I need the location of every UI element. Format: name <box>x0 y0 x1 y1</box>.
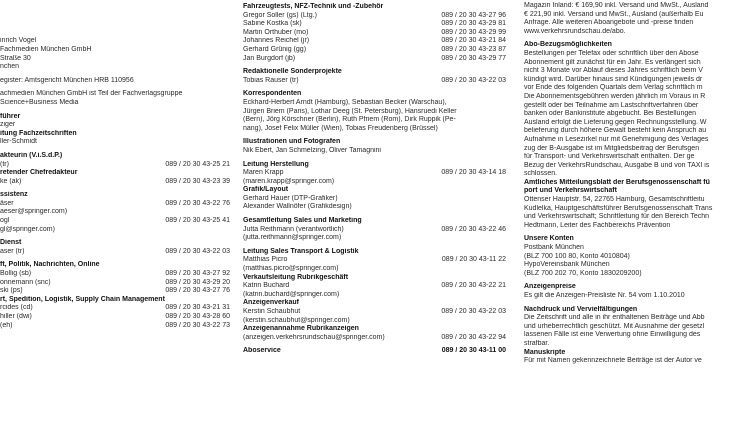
section-heading <box>243 325 506 334</box>
line-text: nchen <box>0 63 20 71</box>
line-text: achmedien München GmbH ist Teil der Fachverlagsgruppe <box>0 90 183 98</box>
line-text: Verkaufsleitung Rubrikgeschäft <box>243 273 349 281</box>
line-text: Bezug der VerkehrsRundschau, Ausgabe B und von TAXI is <box>524 161 710 169</box>
line-text: Redaktionelle Sonderprojekte <box>243 68 342 76</box>
line-text: (BLZ 700 100 80, Konto 4010804) <box>524 252 630 260</box>
line-text: Nik Ebert, Jan Schmelzing, Oliver Tamagnini <box>243 146 381 154</box>
line-text: (jutta.reithmann@springer.com) <box>243 234 342 242</box>
text-line <box>0 270 230 279</box>
line-text: rt, Spedition, Logistik, Supply Chain Management <box>0 295 165 303</box>
text-line <box>0 279 230 288</box>
line-text: Die Abonnementsgebühren werden jährlich im Voraus in R <box>524 92 706 100</box>
text-line <box>524 119 750 128</box>
line-text: ski (ps) <box>0 287 23 295</box>
line-text: Postbank München <box>524 244 584 252</box>
section-heading <box>0 169 230 178</box>
line-text: äser <box>0 199 14 207</box>
line-text: (tr) <box>0 160 9 168</box>
line-text: Kudlelka, Hauptgeschäftsführer Berufsgenossenschaft Trans <box>524 204 713 212</box>
text-line <box>524 196 750 205</box>
text-line <box>524 222 750 231</box>
line-text: und Verkehrswirtschaft; Schriftleitung für den Bereich Techn <box>524 213 710 221</box>
line-text: retender Chefredakteur <box>0 169 78 177</box>
phone-number: 089 / 20 30 43-28 60 <box>162 313 230 322</box>
line-text: HypoVereinsbank München <box>524 261 610 269</box>
line-text: ziger <box>0 121 16 129</box>
phone-number: 089 / 20 30 43-25 21 <box>162 161 230 170</box>
section-heading <box>0 152 230 161</box>
line-text: www.verkehrsrundschau.de/abo. <box>524 27 626 35</box>
section-heading <box>243 68 506 77</box>
text-line <box>524 28 750 37</box>
line-text: lassenen Fälle ist eine Verwertung ohne Einwilligung des <box>524 331 701 339</box>
line-text: Alexander Wallnöfer (Grafikdesign) <box>243 203 352 211</box>
imprint-column-middle <box>243 0 506 422</box>
text-line <box>0 208 230 217</box>
section-heading <box>0 296 230 305</box>
phone-number: 089 / 20 30 43-27 76 <box>162 287 230 296</box>
line-text: aeser@springer.com) <box>0 208 68 216</box>
line-text: Bestellungen per Telefax oder schriftlich über den Abose <box>524 49 699 57</box>
line-text: Fahrzeugtests, NFZ-Technik und -Zubehör <box>243 3 384 10</box>
phone-number: 089 / 20 30 43-23 39 <box>162 178 230 187</box>
text-line <box>243 291 506 300</box>
text-line <box>524 244 750 253</box>
imprint-column-right <box>524 0 750 422</box>
line-text: Jan Burgdorf (jb) <box>243 54 296 62</box>
phone-number: 089 / 20 30 43-21 84 <box>438 37 506 46</box>
line-text: Abonnement gilt zunächst für ein Jahr. Es verlängert sich <box>524 58 701 66</box>
line-text: Martin Orthuber (mo) <box>243 28 309 36</box>
section-heading <box>0 261 230 270</box>
text-line <box>0 55 230 64</box>
text-line <box>0 313 230 322</box>
text-line <box>0 287 230 296</box>
line-text: gl@springer.com) <box>0 225 55 233</box>
section-heading <box>524 306 750 315</box>
line-text: onnemann (snc) <box>0 278 51 286</box>
text-line <box>524 67 750 76</box>
phone-number: 089 / 20 30 43-29 81 <box>438 20 506 29</box>
text-line <box>243 226 506 235</box>
phone-number: 089 / 20 30 43-22 21 <box>438 282 506 291</box>
section-heading <box>524 179 750 188</box>
line-text: Hedtmann, Leiter des Fachbereichs Prävention <box>524 221 671 229</box>
section-heading <box>524 41 750 50</box>
line-text: ogl <box>0 217 10 225</box>
line-text: Science+Business Media <box>0 98 79 106</box>
text-line <box>0 304 230 313</box>
text-line <box>0 63 230 72</box>
line-text: und urheberrechtlich geschützt. Mit Ausnahme der gesetzl <box>524 322 705 330</box>
line-text: Für mit Namen gekennzeichnete Beiträge ist der Autor ve <box>524 357 702 365</box>
line-text: banken oder Bankinstitute abgebucht. Bei Bestellungen <box>524 110 697 118</box>
text-line <box>524 340 750 349</box>
line-text: (Bern), Jörg Körschner (Berlin), Ruth Pfriem (Rom), Dirk Ruppik (Pe- <box>243 116 456 124</box>
section-heading <box>524 235 750 244</box>
line-text: Die Zeitschrift und alle in ihr enthaltenen Beiträge und Abb <box>524 314 705 322</box>
line-text: nang), Josef Felix Müller (Wien), Tobias Freudenberg (Brüssel) <box>243 124 438 132</box>
line-text: Aboservice <box>243 347 281 355</box>
text-line <box>243 77 506 86</box>
text-line <box>524 162 750 171</box>
text-line <box>243 282 506 291</box>
text-line <box>0 37 230 46</box>
line-text: belieferung durch höhere Gewalt besteht kein Anspruch au <box>524 127 707 135</box>
section-heading <box>243 299 506 308</box>
line-text: Maren Krapp <box>243 169 284 177</box>
phone-number: 089 / 20 30 43-22 73 <box>162 322 230 331</box>
phone-number: 089 / 20 30 43-14 18 <box>438 169 506 178</box>
section-heading <box>0 113 230 122</box>
text-line <box>243 46 506 55</box>
line-text: (kerstin.schaubhut@springer.com) <box>243 316 350 324</box>
text-line <box>524 253 750 262</box>
line-text: Dienst <box>0 239 22 247</box>
section-heading <box>243 248 506 257</box>
section-heading <box>524 349 750 358</box>
section-heading <box>243 347 506 356</box>
text-line <box>243 308 506 317</box>
text-line <box>243 29 506 38</box>
section-heading <box>0 191 230 200</box>
line-text: Kerstin Schaubhut <box>243 308 301 315</box>
line-text: Jürgen Briem (Paris), Lothar Deeg (St. Petersburg), Hansruedi Keller <box>243 107 457 115</box>
text-line <box>243 195 506 204</box>
line-text: ssistenz <box>0 191 28 199</box>
line-text: Fachmedien München GmbH <box>0 45 92 53</box>
text-line <box>0 322 230 331</box>
text-line <box>243 256 506 265</box>
line-text: (BLZ 700 202 70, Konto 1830209200) <box>524 269 642 277</box>
text-line <box>524 2 750 11</box>
text-line <box>0 90 230 99</box>
line-text: führer <box>0 112 21 120</box>
text-line <box>524 145 750 154</box>
line-text: schlossen. <box>524 170 558 178</box>
line-text: € 221,90 inkl. Versand und MwSt., Ausland (außerhalb Eu <box>524 10 704 18</box>
line-text: Leitung Herstellung <box>243 160 309 168</box>
section-heading <box>243 138 506 147</box>
text-line <box>243 55 506 64</box>
text-line <box>243 265 506 274</box>
text-line <box>0 121 230 130</box>
section-heading <box>0 130 230 139</box>
text-line <box>243 203 506 212</box>
text-line <box>524 110 750 119</box>
line-text: Straße 30 <box>0 54 31 62</box>
text-line <box>243 37 506 46</box>
text-line <box>0 77 230 86</box>
line-text: ller-Schmidt <box>0 138 37 146</box>
line-text: Jutta Reithmann (verantwortlich) <box>243 225 344 233</box>
text-line <box>524 270 750 279</box>
text-line <box>524 205 750 214</box>
phone-number: 089 / 20 30 43-22 03 <box>438 77 506 86</box>
phone-number: 089 / 20 30 43-29 20 <box>162 279 230 288</box>
line-text: Anzeigenannahme Rubrikanzeigen <box>243 325 359 333</box>
section-heading <box>0 239 230 248</box>
text-line <box>243 116 506 125</box>
line-text: Anzeigenverkauf <box>243 299 300 307</box>
phone-number: 089 / 20 30 43-21 31 <box>162 304 230 313</box>
section-heading <box>243 274 506 283</box>
text-line <box>524 93 750 102</box>
phone-number: 089 / 20 30 43-22 94 <box>438 334 506 343</box>
text-line <box>524 170 750 179</box>
line-text: nicht 3 Monate vor Ablauf dieses Jahres schriftlich beim V <box>524 67 703 75</box>
imprint-column-left <box>0 0 230 422</box>
line-text: strafbar. <box>524 339 550 347</box>
line-text: Gerhard Grünig (gg) <box>243 45 307 53</box>
text-line <box>243 108 506 117</box>
text-line <box>0 226 230 235</box>
phone-number: 089 / 20 30 43-23 87 <box>438 46 506 55</box>
line-text: Amtliches Mitteilungsblatt der Berufsgenossenschaft fü <box>524 178 710 186</box>
text-line <box>524 19 750 28</box>
line-text: Johannes Reichel (jr) <box>243 37 310 45</box>
line-text: Es gilt die Anzeigen-Preisliste Nr. 54 vom 1.10.2010 <box>524 292 685 299</box>
text-line <box>524 331 750 340</box>
line-text: für Transport- und Verkehrswirtschaft enthalten. Der ge <box>524 153 695 161</box>
line-text: egister: Amtsgericht München HRB 110956 <box>0 76 134 84</box>
line-text: ft, Politik, Nachrichten, Online <box>0 261 100 269</box>
text-line <box>524 50 750 59</box>
line-text: Tobias Rauser (tr) <box>243 76 299 84</box>
text-line <box>0 20 230 29</box>
phone-number: 089 / 20 30 43-11 22 <box>439 256 506 265</box>
text-line <box>0 178 230 187</box>
text-line <box>243 169 506 178</box>
text-line <box>524 102 750 111</box>
line-text: Katrin Buchard <box>243 282 290 290</box>
phone-number: 089 / 20 30 43-27 96 <box>438 12 506 21</box>
line-text: Unsere Konten <box>524 235 574 243</box>
section-heading <box>243 217 506 226</box>
line-text: zug der B-Ausgabe ist im Mitgliedsbeitrag der Berufsgen <box>524 144 700 152</box>
text-line <box>524 261 750 270</box>
phone-number: 089 / 20 30 43-22 76 <box>162 200 230 209</box>
text-line <box>524 213 750 222</box>
text-line <box>243 334 506 343</box>
text-line <box>0 138 230 147</box>
line-text: ke (ak) <box>0 177 22 185</box>
section-heading <box>243 161 506 170</box>
text-line <box>524 323 750 332</box>
line-text: Anfrage. Alle weiteren Aboangebote und -preise finden <box>524 19 694 27</box>
line-text: (eh) <box>0 321 13 329</box>
text-line <box>524 11 750 20</box>
text-line <box>0 29 230 38</box>
text-line <box>243 147 506 156</box>
line-text: Matthias Picro <box>243 256 288 264</box>
line-text: Anzeigenpreise <box>524 283 576 291</box>
line-text: (anzeigen.verkehrsrundschau@springer.com) <box>243 333 385 341</box>
text-line <box>0 99 230 108</box>
line-text: Aufnahme in Lesezirkel nur mit Genehmigung des Verlages <box>524 135 709 143</box>
line-text: Gerhard Hauer (DTP-Grafiker) <box>243 194 338 202</box>
text-line <box>0 217 230 226</box>
text-line <box>524 59 750 68</box>
text-line <box>0 12 230 21</box>
line-text: Nachdruck und Vervielfältigungen <box>524 305 638 313</box>
line-text: (maren.krapp@springer.com) <box>243 177 335 185</box>
line-text: gestellt oder bei Teilnahme am Lastschriftverfahren über <box>524 101 699 109</box>
text-line <box>243 20 506 29</box>
section-heading <box>524 283 750 292</box>
text-line <box>0 161 230 170</box>
phone-number: 089 / 20 30 43-29 77 <box>438 55 506 64</box>
line-text: hiller (dwi) <box>0 313 32 320</box>
text-line <box>524 136 750 145</box>
line-text: Eckhard-Herbert Arndt (Hamburg), Sebastian Becker (Warschau), <box>243 98 447 106</box>
text-line <box>524 357 750 366</box>
line-text: Manuskripte <box>524 348 566 356</box>
phone-number: 089 / 20 30 43-27 92 <box>162 270 230 279</box>
line-text: (katrin.buchard@springer.com) <box>243 290 340 298</box>
line-text: inrich Vogel <box>0 37 37 45</box>
phone-number: 089 / 20 30 43-11 00 <box>439 347 506 356</box>
text-line <box>243 234 506 243</box>
section-heading <box>243 3 506 12</box>
text-line <box>243 125 506 134</box>
section-heading <box>243 90 506 99</box>
text-line <box>524 292 750 301</box>
line-text: akteurin (V.i.S.d.P.) <box>0 151 63 159</box>
line-text: Leitung Sales Transport & Logistik <box>243 247 359 255</box>
line-text: Illustrationen und Fotografen <box>243 138 341 146</box>
text-line <box>0 3 230 12</box>
text-line <box>243 317 506 326</box>
text-line <box>524 314 750 323</box>
line-text: vor Ende des folgenden Quartals dem Verlag schriftlich m <box>524 84 703 92</box>
line-text: Abo-Bezugsmöglichkeiten <box>524 41 612 49</box>
phone-number: 089 / 20 30 43-25 41 <box>162 217 230 226</box>
text-line <box>524 84 750 93</box>
line-text: Ausland erfolgt die Lieferung gegen Rechnungsstellung. W <box>524 118 707 126</box>
phone-number: 089 / 20 30 43-22 03 <box>162 248 230 257</box>
text-line <box>524 153 750 162</box>
line-text: Ottenser Hauptstr. 54, 22765 Hamburg, Gesamtschriftleitu <box>524 196 705 204</box>
line-text: kündigt wird. Darüber hinaus sind Kündigungen jeweils dr <box>524 75 703 83</box>
line-text: Grafik/Layout <box>243 186 289 194</box>
line-text: itung Fachzeitschriften <box>0 129 77 137</box>
text-line <box>0 248 230 257</box>
phone-number: 089 / 20 30 43-22 03 <box>438 308 506 317</box>
phone-number: 089 / 20 30 43-29 99 <box>438 29 506 38</box>
section-heading <box>243 186 506 195</box>
line-text: aser (tr) <box>0 247 25 255</box>
section-heading <box>524 187 750 196</box>
line-text: (matthias.picro@springer.com) <box>243 265 339 273</box>
line-text: Bollig (sb) <box>0 270 32 278</box>
text-line <box>243 99 506 108</box>
phone-number: 089 / 20 30 43-22 46 <box>438 226 506 235</box>
line-text: Gesamtleitung Sales und Marketing <box>243 217 362 225</box>
text-line <box>0 46 230 55</box>
line-text: rcides (cd) <box>0 304 33 312</box>
text-line <box>524 127 750 136</box>
text-line <box>243 12 506 21</box>
line-text: Magazin Inland: € 169,90 inkl. Versand und MwSt., Ausland <box>524 2 709 9</box>
line-text: port und Verkehrswirtschaft <box>524 187 617 195</box>
line-text: Korrespondenten <box>243 90 302 98</box>
text-line <box>0 200 230 209</box>
line-text: Gregor Soller (gs) (Ltg.) <box>243 11 317 19</box>
line-text: Sabine Kostka (sk) <box>243 20 302 28</box>
text-line <box>524 76 750 85</box>
text-line <box>243 178 506 187</box>
